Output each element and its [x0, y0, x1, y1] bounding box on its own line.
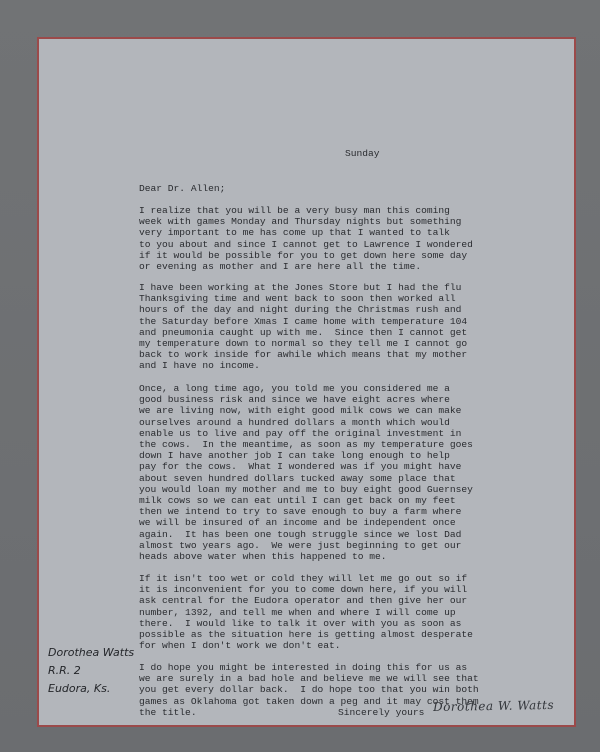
letter-paragraph: Once, a long time ago, you told me you considered me a good business risk and since we have eight acres where we are living now, with eight good milk cows we can make ourselves around a hundred dollars a month which would enable us to live and pay off the original investment in the cows. In the meantime, as soon as my temperature goes down I have another job I can take long enough to help pay for the cows. What I wondered was if you might have about seven hundred dollars tucked away some place that you would loan my mother and me to buy eight good Guernsey milk cows so we can eat until I can get back on my feet then we intend to try to save enough to buy a farm where we will be insured of an income and be independent once again. It has been one tough struggle since we lost Dad almost two years ago. We were just beginning to get our heads above water when this happened to me.: [139, 383, 473, 563]
letter-paragraph: If it isn't too wet or cold they will let me go out so if it is inconvenient for you to come down here, if you will ask central for the Eudora operator and then give her our number, 1392, and tell me when and where I will come up there. I would like to talk it over with you as soon as possible as the situation here is getting almost desperate for when I don't work we don't eat.: [139, 573, 473, 652]
margin-note-line: Eudora, Ks.: [48, 682, 111, 695]
handwritten-signature: Dorothea W. Watts: [432, 697, 555, 715]
letter-closing: Sincerely yours: [338, 707, 425, 718]
margin-note-line: Dorothea Watts: [48, 646, 135, 659]
letter-date: Sunday: [345, 148, 380, 159]
letter-salutation: Dear Dr. Allen;: [139, 183, 226, 194]
letter-paragraph: I do hope you might be interested in doing this for us as we are surely in a bad hole and believe me we will see that you get every dollar back. I do hope too that you win both games as Oklahoma got taken down a peg and it may cost them the title.: [139, 662, 479, 718]
handwritten-return-address: [48, 644, 134, 698]
letter-paragraph: I have been working at the Jones Store but I had the flu Thanksgiving time and went back to soon then worked all hours of the day and night during the Christmas rush and the Saturday before Xmas I came home with temperature 104 and pneumonia caught up with me. Since then I cannot get my temperature down to normal so they tell me I cannot go back to work inside for awhile which means that my mother and I have no income.: [139, 282, 468, 372]
margin-note-line: R.R. 2: [48, 664, 81, 677]
letter-paragraph: I realize that you will be a very busy man this coming week with games Monday and Thursday nights but something very important to me has come up that I wanted to talk to you about and since I cannot get to Lawrence I wondered if it would be possible for you to get down here some day or evening as mother and I are here all the time.: [139, 205, 473, 273]
